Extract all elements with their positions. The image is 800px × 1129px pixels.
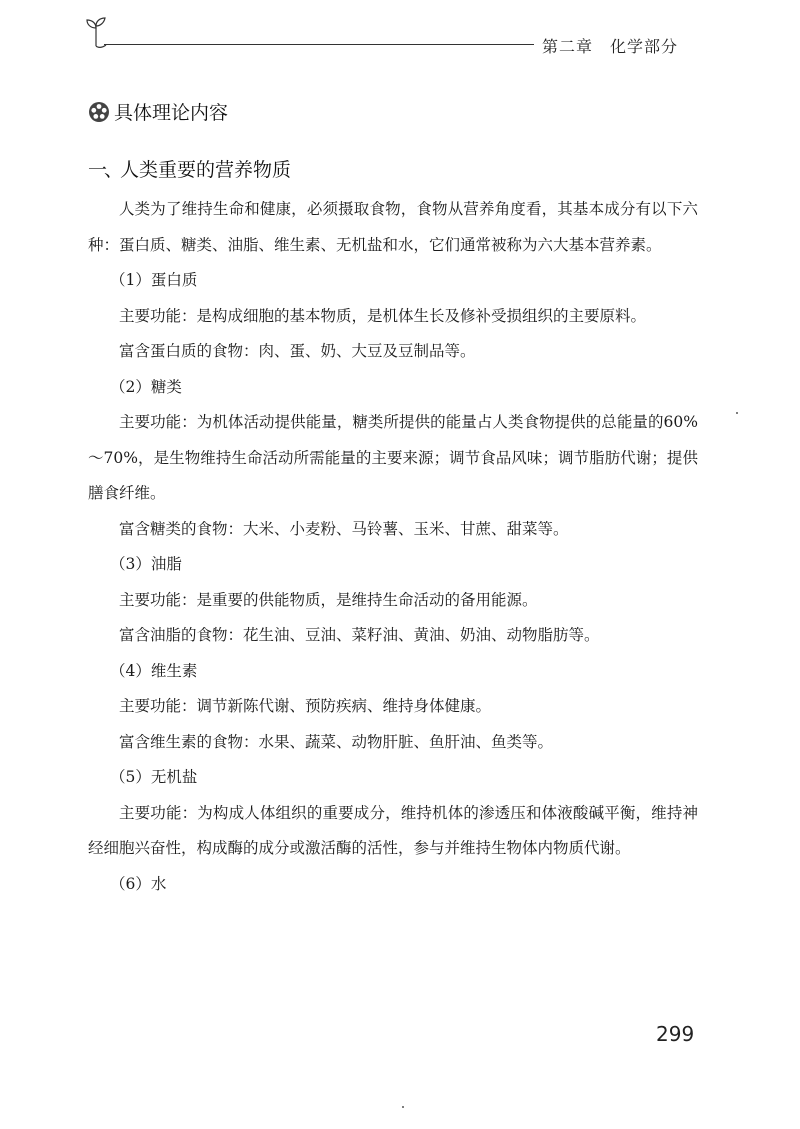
flower-badge-icon bbox=[88, 101, 110, 123]
subsection-title: 人类重要的营养物质 bbox=[120, 159, 292, 181]
item-function-sugar: 主要功能：为机体活动提供能量，糖类所提供的能量占人类食物提供的总能量的60%～70%，是生物维持生命活动所需能量的主要来源；调节食品风味；调节脂肪代谢；提供膳食纤维。 bbox=[88, 413, 698, 502]
item-heading-water: （6）水 bbox=[110, 874, 167, 893]
item-function-protein: 主要功能：是构成细胞的基本物质，是机体生长及修补受损组织的主要原料。 bbox=[119, 306, 647, 325]
item-heading-protein: （1）蛋白质 bbox=[110, 271, 198, 289]
item-heading-fat: （3）油脂 bbox=[110, 555, 182, 573]
item-heading-vitamin: （4）维生素 bbox=[110, 661, 198, 680]
scan-speck bbox=[736, 412, 738, 414]
item-function-vitamin: 主要功能：调节新陈代谢、预防疾病、维持身体健康。 bbox=[119, 697, 492, 715]
item-function-fat: 主要功能：是重要的供能物质，是维持生命活动的备用能源。 bbox=[119, 590, 538, 609]
subsection-heading bbox=[88, 155, 291, 182]
header-rule bbox=[104, 44, 534, 45]
item-foods-sugar: 富含糖类的食物：大米、小麦粉、马铃薯、玉米、甘蔗、甜菜等。 bbox=[119, 519, 569, 538]
page-header bbox=[0, 0, 800, 70]
sprout-icon bbox=[84, 14, 108, 48]
section-title: 具体理论内容 bbox=[114, 102, 229, 124]
intro-paragraph: 人类为了维持生命和健康，必须摄取食物，食物从营养角度看，其基本成分有以下六种：蛋白质、糖类、油脂、维生素、无机盐和水，它们通常被称为六大基本营养素。 bbox=[88, 200, 698, 254]
chapter-title: 第二章 化学部分 bbox=[542, 37, 679, 56]
section-heading bbox=[88, 98, 228, 125]
body-text bbox=[88, 192, 698, 902]
item-heading-mineral: （5）无机盐 bbox=[110, 768, 198, 786]
item-foods-vitamin: 富含维生素的食物：水果、蔬菜、动物肝脏、鱼肝油、鱼类等。 bbox=[119, 732, 554, 751]
subsection-number: 一、 bbox=[88, 159, 121, 181]
item-foods-protein: 富含蛋白质的食物：肉、蛋、奶、大豆及豆制品等。 bbox=[119, 342, 476, 360]
scan-speck bbox=[402, 1106, 404, 1108]
item-function-mineral: 主要功能：为构成人体组织的重要成分，维持机体的渗透压和体液酸碱平衡，维持神经细胞兴奋性，构成酶的成分或激活酶的活性，参与并维持生物体内物质代谢。 bbox=[88, 803, 698, 857]
item-heading-sugar: （2）糖类 bbox=[110, 377, 182, 396]
page-number: 299 bbox=[656, 1022, 695, 1046]
item-foods-fat: 富含油脂的食物：花生油、豆油、菜籽油、黄油、奶油、动物脂肪等。 bbox=[119, 626, 600, 644]
